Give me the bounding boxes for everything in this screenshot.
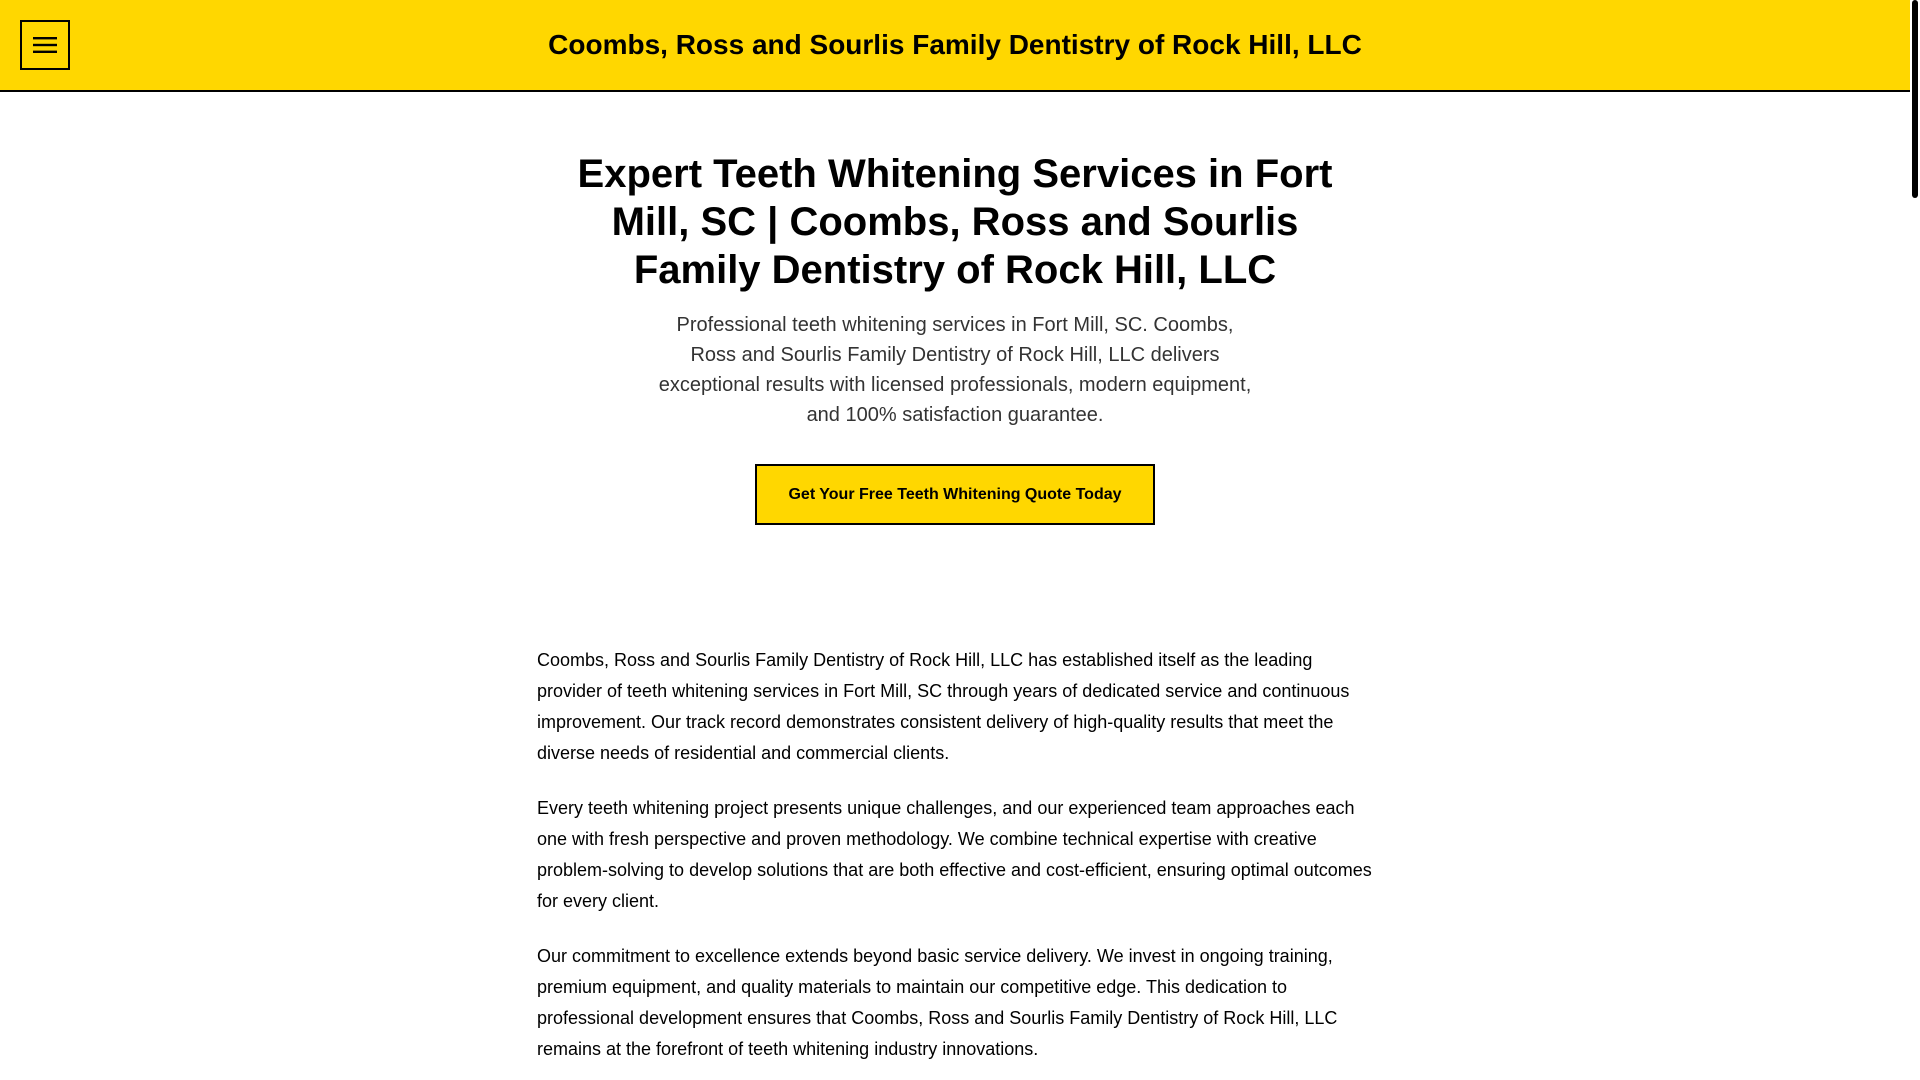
hero-subtitle: Professional teeth whitening services in Fort Mill, SC. Coombs, Ross and Sourlis Family Dentistry of Rock Hill, LLC delivers exceptional results with licensed professionals, modern equipment, and 100% satisfaction guarantee. — [658, 314, 1252, 426]
site-header — [0, 0, 1910, 92]
content-paragraph: Coombs, Ross and Sourlis Family Dentistry of Rock Hill, LLC has established itself as the leading provider of teeth whitening services in Fort Mill, SC through years of dedicated service and continuous improvement. Our track record demonstrates consistent delivery of high-quality results that meet the diverse needs of residential and commercial clients. — [537, 650, 1350, 763]
page-title: Expert Teeth Whitening Services in Fort Mill, SC | Coombs, Ross and Sourlis Family Dentistry of Rock Hill, LLC — [577, 152, 1333, 292]
site-title: Coombs, Ross and Sourlis Family Dentistry of Rock Hill, LLC — [548, 29, 1362, 60]
page-scrollbar[interactable] — [1910, 0, 1920, 1080]
content-paragraph: Our commitment to excellence extends beyond basic service delivery. We invest in ongoing training, premium equipment, and quality materials to maintain our competitive edge. This dedication to professional development ensures that Coombs, Ross and Sourlis Family Dentistry of Rock Hill, LLC remains at the forefront of teeth whitening industry innovations. — [537, 946, 1338, 1059]
hero-section — [0, 150, 1910, 525]
content-section — [537, 645, 1377, 1080]
content-paragraph: Every teeth whitening project presents unique challenges, and our experienced team approaches each one with fresh perspective and proven methodology. We combine technical expertise with creative problem-solving to develop solutions that are both effective and cost-efficient, ensuring optimal outcomes for every client. — [537, 798, 1372, 911]
scrollbar-thumb[interactable] — [1912, 0, 1918, 198]
free-quote-button[interactable]: Get Your Free Teeth Whitening Quote Today — [755, 464, 1155, 525]
